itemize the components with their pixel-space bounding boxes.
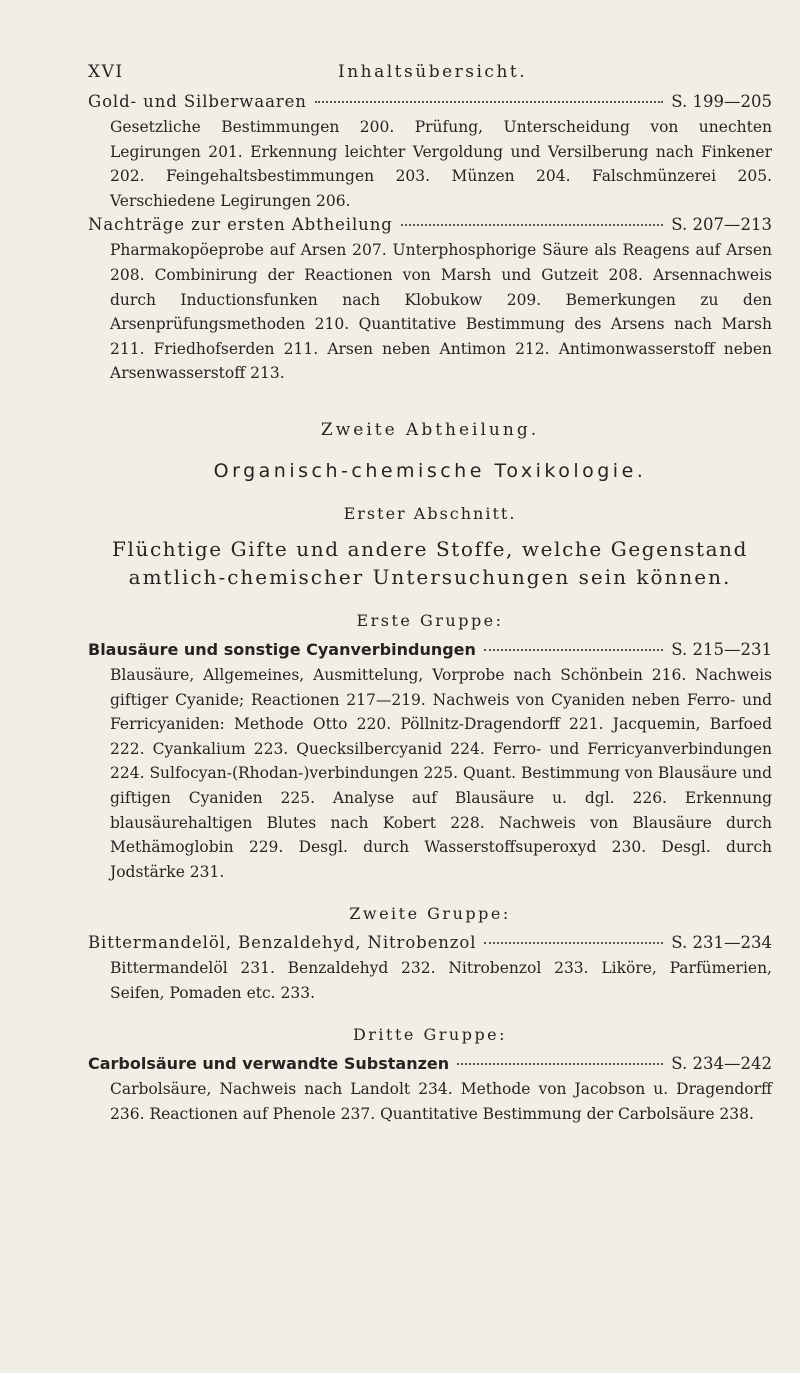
page-number: XVI: [88, 62, 124, 82]
section-heading-fluechtige-line2: amtlich-chemischer Untersuchungen sein können.: [128, 564, 732, 589]
section-heading-organisch: Organisch-chemische Toxikologie.: [213, 459, 647, 482]
leader-dots: [315, 101, 664, 103]
toc-entry-heading: [88, 931, 772, 955]
toc-entry-title: Bittermandelöl, Benzaldehyd, Nitrobenzol: [88, 933, 477, 953]
group-heading: Zweite Gruppe:: [349, 904, 511, 924]
toc-entry-text: Carbolsäure, Nachweis nach Landolt 234. Methode von Jacobson u. Dragendorff 236. Reactionen auf Phenole 237. Quantitative Bestimmung der Carbolsäure 238.: [110, 1080, 772, 1124]
toc-entry: [88, 90, 772, 213]
toc-entry-heading: [88, 638, 772, 662]
section-heading-fluechtige-line1: Flüchtige Gifte und andere Stoffe, welche Gegenstand: [112, 536, 748, 561]
page-range: S. 207—213: [671, 215, 772, 235]
toc-entry: [88, 213, 772, 386]
group-heading: Dritte Gruppe:: [352, 1025, 508, 1045]
toc-entry: [88, 931, 772, 1005]
page-range: S. 199—205: [671, 92, 772, 111]
toc-entry-heading: [88, 90, 772, 114]
toc-entry-text: Gesetzliche Bestimmungen 200. Prüfung, Unterscheidung von unechten Legirungen 201. Erkennung leichter Vergoldung und Versilberung nach Finkener 202. Feingehaltsbestimmungen 203. Münzen 204. Falschmünzerei 205. Verschiedene Legirungen 206.: [110, 118, 772, 210]
toc-entry-title: Carbolsäure und verwandte Substanzen: [88, 1054, 450, 1074]
page-range: S. 231—234: [671, 933, 772, 953]
leader-dots: [457, 1063, 663, 1065]
toc-entry-title: Gold- und Silberwaaren: [88, 92, 307, 111]
toc-entry-heading: [88, 213, 772, 237]
group-heading: Erste Gruppe:: [356, 610, 504, 630]
toc-entry-text: Bittermandelöl 231. Benzaldehyd 232. Nitrobenzol 233. Liköre, Parfümerien, Seifen, Pomaden etc. 233.: [110, 959, 772, 1002]
toc-entry: [88, 1052, 772, 1126]
toc-entry: [88, 638, 772, 884]
toc-entry-text: Pharmakopöeprobe auf Arsen 207. Unterphosphorige Säure als Reagens auf Arsen 208. Combinirung der Reactionen von Marsh und Gutzeit 208. Arsennachweis durch Inductionsfunken nach Klobukow 209. Bemerkungen zu den Arsenprüfungsmethoden 210. Quantitative Bestimmung des Arsens nach Marsh 211. Friedhofserden 211. Arsen neben Antimon 212. Antimonwasserstoff neben Arsenwasserstoff 213.: [110, 241, 772, 383]
toc-entry-text: Blausäure, Allgemeines, Ausmittelung, Vorprobe nach Schönbein 216. Nachweis giftiger Cyanide; Reactionen 217—219. Nachweis von Cyaniden neben Ferro- und Ferricyaniden: Methode Otto 220. Pöllnitz-Dragendorff 221. Jacquemin, Barfoed 222. Cyankalium 223. Quecksilbercyanid 224. Ferro- und Ferricyanverbindungen 224. Sulfocyan-(Rhodan-)verbindungen 225. Quant. Bestimmung von Blausäure und giftigen Cyaniden 225. Analyse auf Blausäure u. dgl. 226. Erkennung blausäurehaltigen Blutes nach Kobert 228. Nachweis von Blausäure durch Methämoglobin 229. Desgl. durch Wasserstoffsuperoxyd 230. Desgl. durch Jodstärke 231.: [110, 665, 773, 881]
page-range: S. 215—231: [671, 639, 772, 659]
leader-dots: [484, 942, 663, 944]
toc-entry-title: Nachträge zur ersten Abtheilung: [88, 215, 393, 235]
section-heading-abtheilung: Zweite Abtheilung.: [320, 419, 540, 440]
toc-entry-heading: [88, 1052, 772, 1076]
toc-content: [88, 90, 772, 1127]
section-heading-abschnitt: Erster Abschnitt.: [343, 503, 517, 523]
leader-dots: [401, 224, 664, 226]
page-range: S. 234—242: [671, 1054, 772, 1074]
leader-dots: [484, 649, 663, 651]
toc-entry-title: Blausäure und sonstige Cyanverbindungen: [88, 639, 476, 659]
running-title: Inhaltsübersicht.: [338, 62, 528, 82]
